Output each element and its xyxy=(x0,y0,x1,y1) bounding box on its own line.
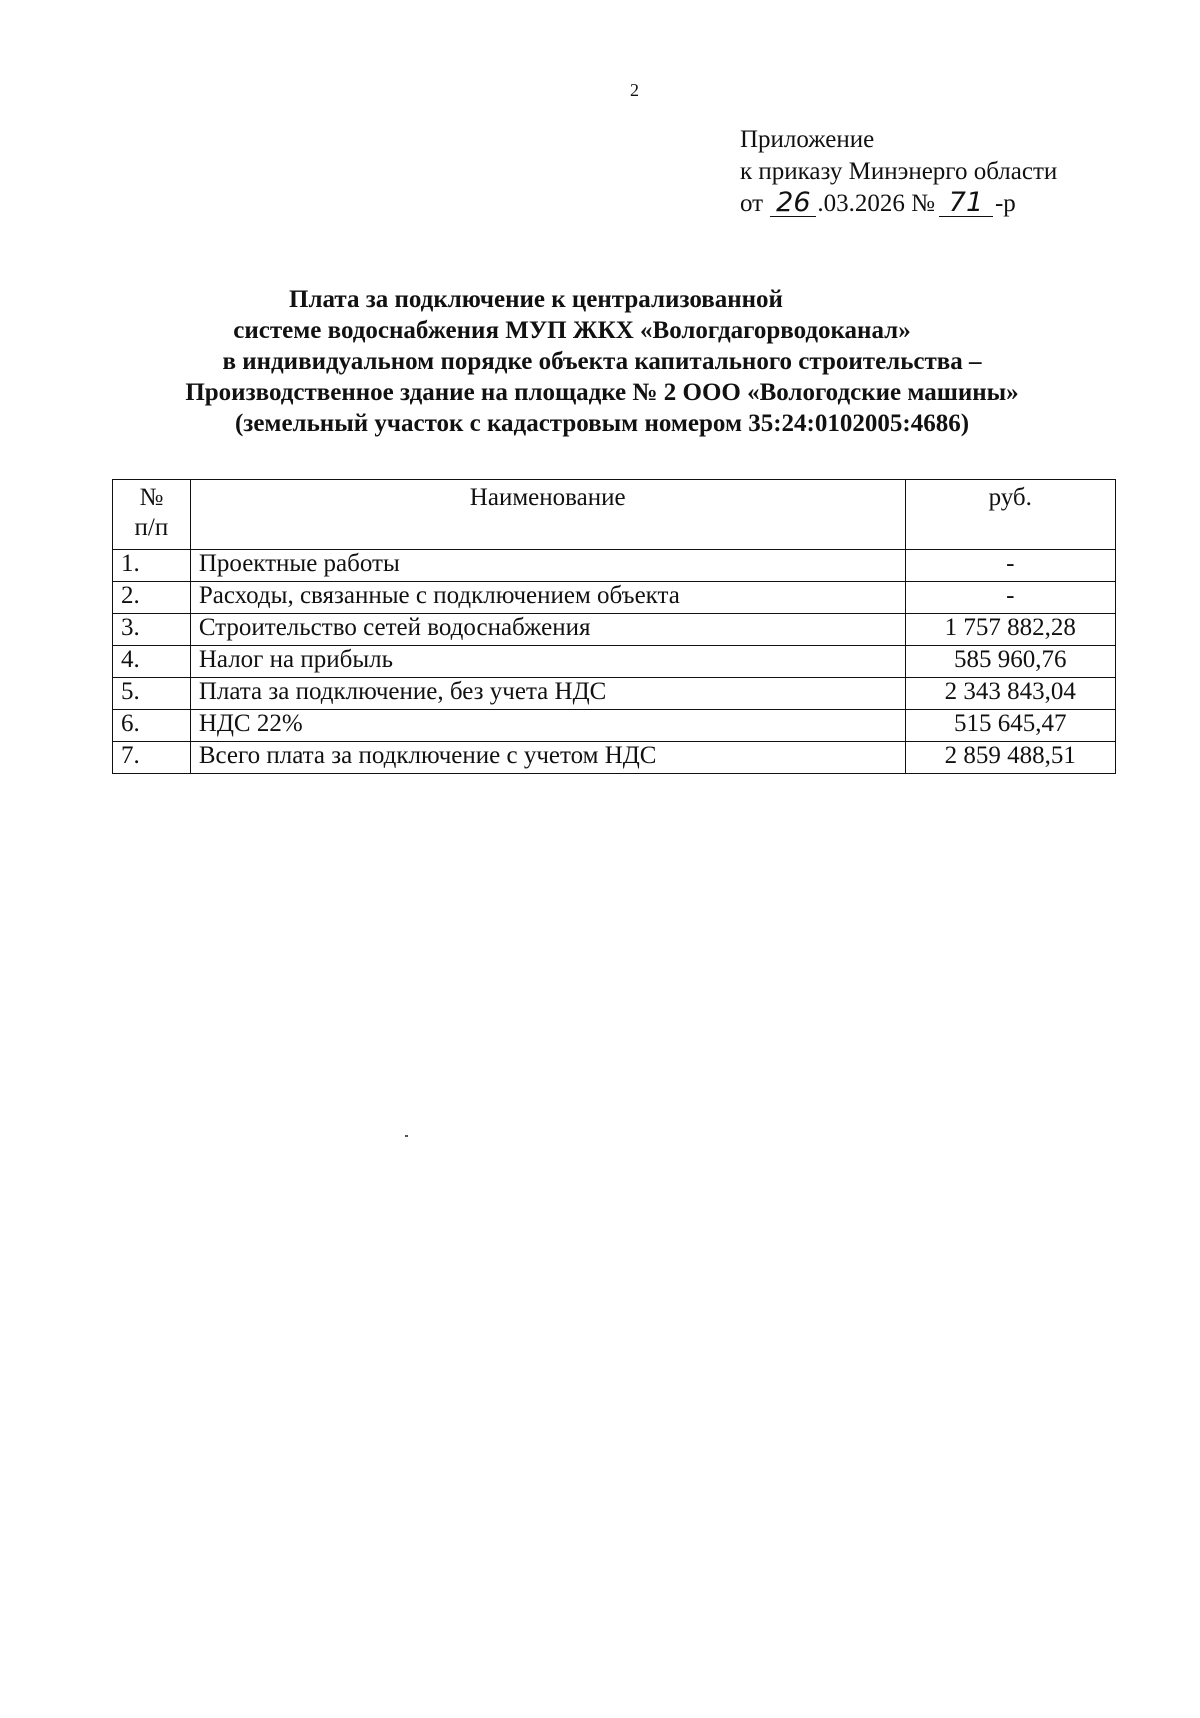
handwritten-day: 26 xyxy=(770,190,816,217)
table-row xyxy=(113,550,1116,582)
row-value: 1 757 882,28 xyxy=(905,614,1115,646)
row-value: 515 645,47 xyxy=(905,710,1115,742)
header-number xyxy=(113,480,191,550)
header-name: Наименование xyxy=(190,480,905,550)
row-value: - xyxy=(905,550,1115,582)
row-value: - xyxy=(905,582,1115,614)
appendix-title: Приложение xyxy=(740,126,875,153)
order-suffix: -р xyxy=(994,190,1016,217)
row-name: Расходы, связанные с подключением объекта xyxy=(190,582,905,614)
title-line: в индивидуальном порядке объекта капитального строительства – xyxy=(222,348,982,375)
table-row xyxy=(113,646,1116,678)
row-value: 2 343 843,04 xyxy=(905,678,1115,710)
table-row xyxy=(113,742,1116,774)
row-number: 5. xyxy=(113,678,191,710)
row-name: Всего плата за подключение с учетом НДС xyxy=(190,742,905,774)
row-name: Налог на прибыль xyxy=(190,646,905,678)
table-row xyxy=(113,614,1116,646)
header-number-symbol: № xyxy=(139,484,164,511)
table-row xyxy=(113,710,1116,742)
row-number: 2. xyxy=(113,582,191,614)
handwritten-order-number: 71 xyxy=(939,190,993,217)
row-value: 2 859 488,51 xyxy=(905,742,1115,774)
document-title xyxy=(0,284,1200,439)
row-name: Проектные работы xyxy=(190,550,905,582)
row-name: НДС 22% xyxy=(190,710,905,742)
cost-table xyxy=(112,479,1116,774)
appendix-date-line xyxy=(740,188,1057,220)
header-rub: руб. xyxy=(905,480,1115,550)
appendix-block xyxy=(740,124,1057,220)
header-number-label: п/п xyxy=(134,514,169,541)
row-number: 1. xyxy=(113,550,191,582)
row-value: 585 960,76 xyxy=(905,646,1115,678)
title-line: Производственное здание на площадке № 2 ООО «Вологодские машины» xyxy=(185,379,1019,406)
page-number: 2 xyxy=(630,80,639,100)
title-line: Плата за подключение к централизованной xyxy=(289,286,783,313)
table-row xyxy=(113,678,1116,710)
appendix-order-reference: к приказу Минэнерго области xyxy=(740,158,1058,185)
row-number: 6. xyxy=(113,710,191,742)
title-line: системе водоснабжения МУП ЖКХ «Вологдагорводоканал» xyxy=(233,317,911,344)
table-row xyxy=(113,582,1116,614)
row-number: 4. xyxy=(113,646,191,678)
scan-speck xyxy=(405,1135,408,1137)
date-prefix: от xyxy=(740,190,764,217)
date-rest: .03.2026 № xyxy=(817,190,935,217)
row-number: 7. xyxy=(113,742,191,774)
row-number: 3. xyxy=(113,614,191,646)
row-name: Плата за подключение, без учета НДС xyxy=(190,678,905,710)
row-name: Строительство сетей водоснабжения xyxy=(190,614,905,646)
table-header-row xyxy=(113,480,1116,550)
title-line: (земельный участок с кадастровым номером 35:24:0102005:4686) xyxy=(234,410,970,437)
